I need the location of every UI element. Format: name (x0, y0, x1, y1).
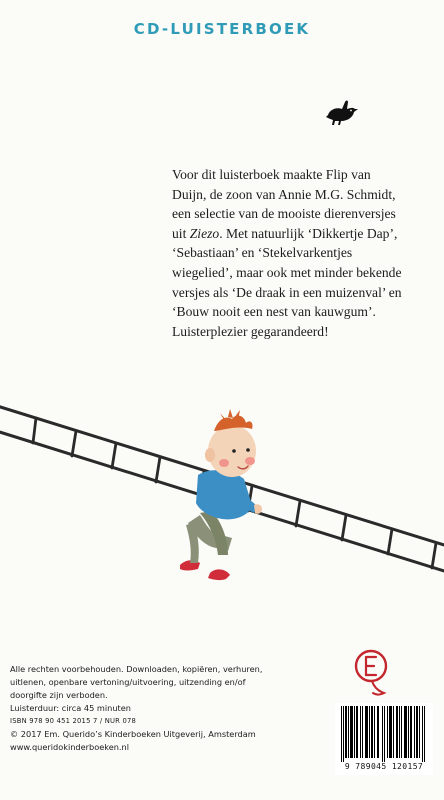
legal-notice (10, 663, 310, 754)
bird-icon (324, 98, 358, 130)
copyright-line: © 2017 Em. Querido’s Kinderboeken Uitgeverij, Amsterdam (10, 729, 256, 739)
book-title: Ziezo (189, 225, 220, 241)
barcode-number: 9 789045 120157 (344, 762, 424, 771)
cover-title: CD-LUISTERBOEK (133, 20, 311, 38)
description-text: Voor dit luisterboek maakte Flip van Duijn, de zoon van Annie M.G. Schmidt, een selectie van de mooiste dierenversjes uit (172, 167, 396, 241)
barcode-bars (339, 706, 429, 762)
barcode (335, 703, 433, 775)
isbn-nur: ISBN 978 90 451 2015 7 / NUR 078 (10, 717, 137, 725)
boy-carrying-ladder-illustration (0, 405, 444, 605)
publisher-website: www.queridokinderboeken.nl (10, 742, 130, 752)
book-description (172, 165, 408, 341)
description-text-continued: . Met natuurlijk ‘Dikkertje Dap’, ‘Sebastiaan’ en ‘Stekelvarkentjes wiegelied’, maar ook met minder bekende versjes als ‘De draak in een muizenval’ en ‘Bouw nooit een nest van kauwgum’. Luisterplezier gegarandeerd! (172, 225, 402, 339)
rights-line-1: Alle rechten voorbehouden. Downloaden, kopiëren, verhuren, (10, 664, 263, 674)
rights-line-2: uitlenen, openbare vertoning/uitvoering, uitzending en/of (10, 677, 246, 687)
rights-line-3: doorgifte zijn verboden. (10, 690, 108, 700)
listening-duration: Luisterduur: circa 45 minuten (10, 703, 131, 713)
querido-logo (354, 643, 388, 701)
